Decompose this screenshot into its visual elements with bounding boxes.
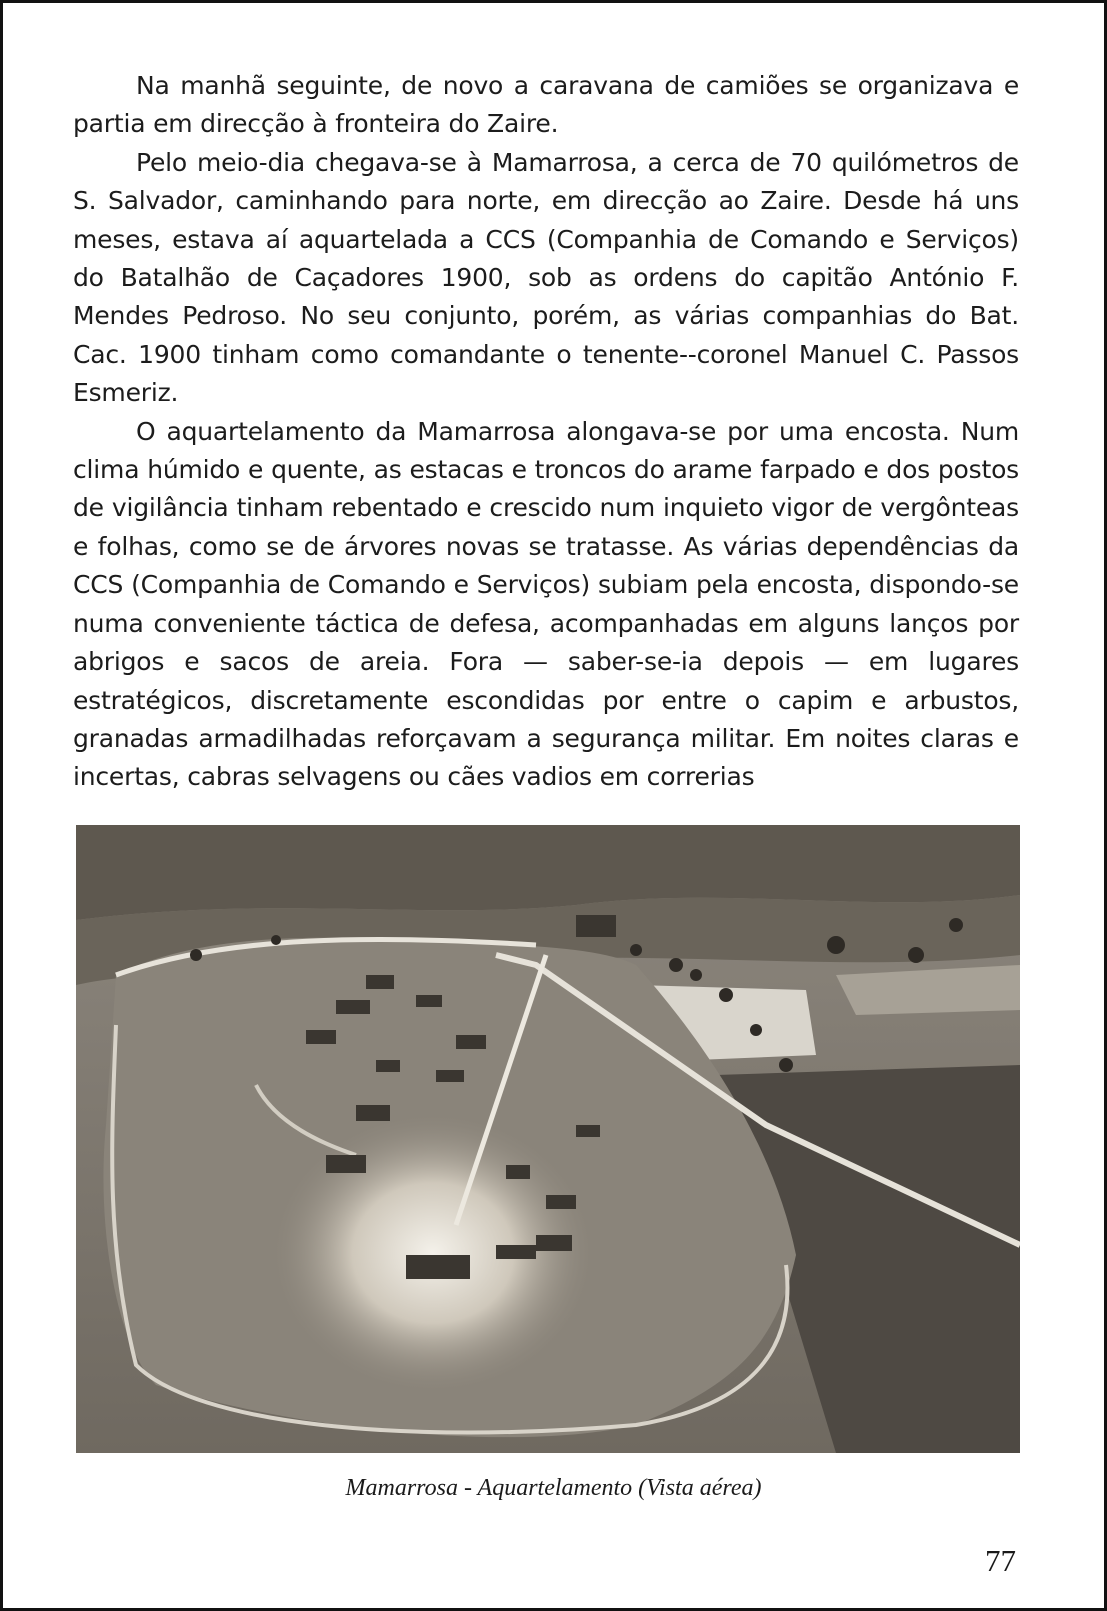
aerial-photo-illustration xyxy=(76,825,1020,1453)
figure-caption: Mamarrosa - Aquartelamento (Vista aérea) xyxy=(345,1475,762,1501)
paragraph-2: Pelo meio-dia chegava-se à Mamarrosa, a cerca de 70 quilómetros de S. Salvador, caminhando para norte, em direcção ao Zaire. Desde há uns meses, estava aí aquartelada a CCS (Companhia de Comando e Serviços) do Batalhão de Caçadores 1900, sob as ordens do capitão António F. Mendes Pedroso. No seu conjunto, porém, as várias companhias do Bat. Cac. 1900 tinham como comandante o tenente--coronel Manuel C. Passos Esmeriz. xyxy=(73,147,1019,408)
page-number: 77 xyxy=(985,1543,1016,1578)
aerial-photo xyxy=(76,825,1020,1453)
paragraph-1: Na manhã seguinte, de novo a caravana de camiões se organizava e partia em direcção à fronteira do Zaire. xyxy=(73,71,1019,139)
paragraph-3: O aquartelamento da Mamarrosa alongava-se por uma encosta. Num clima húmido e quente, as estacas e troncos do arame farpado e dos postos de vigilância tinham rebentado e crescido num inquieto vigor de vergônteas e folhas, como se de árvores novas se tratasse. As várias dependências da CCS (Companhia de Comando e Serviços) subiam pela encosta, dispondo-se numa conveniente táctica de defesa, acompanhadas em alguns lanços por abrigos e sacos de areia. Fora — saber-se-ia depois — em lugares estratégicos, discretamente escondidas por entre o capim e arbustos, granadas armadilhadas reforçavam a segurança militar. Em noites claras e incertas, cabras selvagens ou cães vadios em correrias xyxy=(73,416,1019,792)
body-text xyxy=(73,67,1019,797)
